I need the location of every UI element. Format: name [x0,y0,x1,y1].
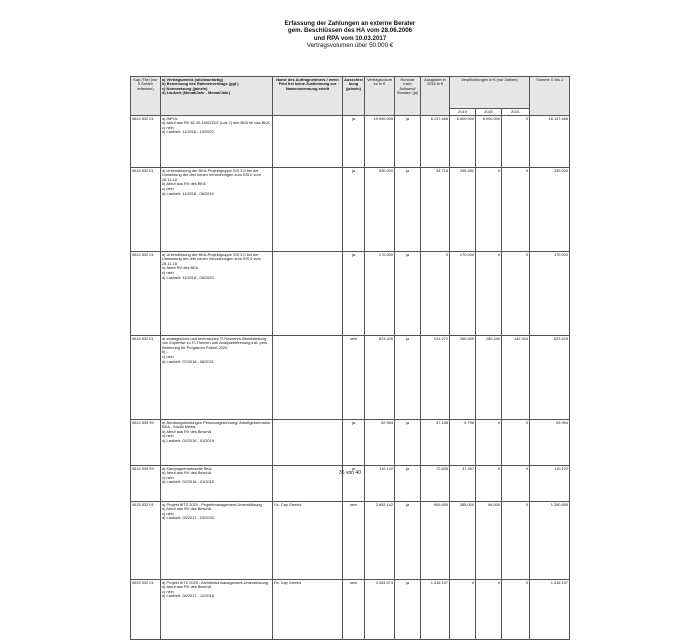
cell-2019: 385.000 [450,501,476,579]
cell-ausgaben: 131.272 [421,335,450,419]
cell-zweck [161,115,273,167]
cell-honorar: ja [395,335,421,419]
cell-zweck-line: a) strategisches und technisches IT-Research-Bereitstellung von Expertise zu IT-Themen und Analysebetreuung inkl. pers. Betreuung für Programm Polizei 2020; [162,335,269,350]
cell-zweck-line: a) Unterstützung der BKA-Projektgruppe SIS 3.0 bei der Umsetzung der drei neuen Verordnungen zum SIS II vom 28.11.18 [162,251,261,266]
cell-zweck-line: c) nein [162,474,174,480]
cell-honorar: ja [395,579,421,639]
cell-2021: 0 [502,501,530,579]
cell-ausschreibung: ja [343,465,365,501]
cell-ausgaben: 47.158 [421,419,450,465]
cell-2021: 142.304 [502,335,530,419]
cell-zweck-line: a) Kampagnenwebseite BKA [162,465,212,471]
col-ausschreibung: Ausschreibung (ja/nein) [343,77,365,116]
cell-2021: 0 [502,579,530,639]
cell-zweck-line: b) Abruf aus RV des BKA [162,181,206,187]
cell-zweck-line: b) Abruf aus RV des BeschA [162,584,212,590]
cell-ausschreibung: nein [343,579,365,639]
cell-honorar: ja [395,251,421,335]
header-subtitle-3: Vertragsvolumen über 50.000 € [306,42,394,50]
cell-zweck [161,501,273,579]
col-year-2020: 2020 [476,109,502,116]
cell-zweck-line: d) Laufzeit: 07/2018 - 06/2021 [162,358,214,364]
cell-volumen: 110.122 [365,465,395,501]
cell-volumen: 3.354.574 [365,579,395,639]
table-header-row [131,77,570,109]
cell-zweck-line: c) nein [162,269,174,275]
cell-zweck [161,251,273,335]
col-year-2019: 2019 [450,109,476,116]
cell-summe: 823.425 [530,335,570,419]
cell-ausgaben: 34.718 [421,167,450,251]
cell-zweck-line: a) INPOL [162,115,179,121]
cell-2020: 0 [476,167,502,251]
cell-kap: 0625 532 01 [131,579,161,639]
cell-kap: 0625 532 01 [131,501,161,579]
cell-zweck-line: d) Laufzeit: 11/2018 - 06/2019 [162,190,214,196]
cell-name: Fa. Cap Gemini [273,579,343,639]
payments-table [130,76,570,640]
cell-ausgaben: 1.416.197 [421,579,450,639]
cell-name: Fa. Cap Gemini [273,501,343,579]
cell-ausgaben: 0 [421,251,450,335]
col-summe: Summe G bis J [530,77,570,116]
col-volumen: Vertragsvolumen in € [365,77,395,116]
cell-zweck-line: a) Beratungsleistungen Personalgewinnung/ Arbeitgebermarke BKA - Social Media [162,419,271,430]
cell-ausschreibung: nein [343,501,365,579]
cell-zweck-line: b) Abruf aus RV 82.20-1902/15/2 (Los 2) des BVA für das BKA [162,120,270,126]
cell-zweck-line: a) Projekt IKTZ 2020 - Projektmanagement-Unterstützung [162,501,262,507]
cell-ausgaben: 72.835 [421,465,450,501]
cell-zweck-line: c) nein [162,353,174,359]
cell-ausschreibung: ja [343,167,365,251]
cell-kap: 0624 532 01 [131,115,161,167]
cell-2021: 0 [502,419,530,465]
cell-2019: 0 [450,579,476,639]
cell-summe: 1.416.197 [530,579,570,639]
cell-volumen: 330.000 [365,167,395,251]
cell-volumen: 823.425 [365,335,395,419]
cell-honorar: ja [395,115,421,167]
cell-zweck-line: b) Abruf aus RV des BeschA [162,428,212,434]
cell-honorar: ja [395,501,421,579]
cell-2019: 269.409 [450,335,476,419]
cell-zweck-line: b) Abruf RV des BKA [162,265,199,271]
cell-2020: 6.000.000 [476,115,502,167]
cell-2020: 0 [476,465,502,501]
table-row [131,501,570,579]
cell-zweck-line: c) nein [162,588,174,594]
cell-2021: 0 [502,167,530,251]
cell-2019: 5.796 [450,419,476,465]
cell-name [273,251,343,335]
cell-zweck-line: c) nein [162,510,174,516]
cell-zweck-line: d) Laufzeit: 11/2018 - 06/2020 [162,274,214,280]
cell-zweck-line: c) nein [162,124,174,130]
cell-zweck-line: a) Unterstützung der BKA-Projektgruppe SIS 3.0 bei der Umsetzung der drei neuen Verordnungen zum SIS II vom 28.11.18 [162,167,261,182]
cell-name [273,167,343,251]
cell-zweck-line: d) Laufzeit: 04/2017 - 12/2018 [162,593,214,599]
cell-ausgaben: 909.695 [421,501,450,579]
col-kap: Kap./Titel (nur 9 Zahlen erfassen) [131,77,161,116]
cell-2020: 280.440 [476,335,502,419]
col-zweck: a) Vertragszweck (stichwortartig) b) Benennung des Rahmenvertrags (ggf.) c) Normsetzung (ja/nein) d) Laufzeit (Monat/Jahr - Monat/Jahr) [161,77,273,116]
page-number: 36 von 40 [339,470,361,476]
table-row [131,335,570,419]
col-verpflichtungen: Verpflichtungen in € (nur Zahlen) [450,77,530,109]
cell-2020: 0 [476,579,502,639]
cell-ausschreibung: nein [343,335,365,419]
cell-kap: 0624 532 01 [131,251,161,335]
cell-honorar: ja [395,167,421,251]
cell-2021: 0 [502,115,530,167]
col-ausgaben: Ausgaben in 2018 in € [421,77,450,116]
cell-ausschreibung: ja [343,115,365,167]
table-row [131,251,570,335]
cell-2021: 0 [502,465,530,501]
cell-volumen: 19.000.000 [365,115,395,167]
col-name: Name des Auftragnehmers / wenn Feld frei keine Zustimmung zur Namensnennung erteilt [273,77,343,116]
cell-zweck-line: d) Laufzeit: 11/2016 - 10/2020 [162,129,214,135]
cell-zweck-line: b) - [162,349,168,355]
cell-ausgaben: 6.137.486 [421,115,450,167]
cell-2019: 295.282 [450,167,476,251]
table-row [131,115,570,167]
cell-zweck-line: c) nein [162,185,174,191]
cell-summe: 110.122 [530,465,570,501]
cell-zweck [161,419,273,465]
table-row [131,167,570,251]
col-year-2021: 2021 [502,109,530,116]
cell-name [273,335,343,419]
cell-summe: 170.000 [530,251,570,335]
cell-zweck [161,579,273,639]
cell-zweck-line: c) nein [162,433,174,439]
cell-zweck-line: d) Laufzeit: 03/2017 - 03/2020 [162,515,214,521]
cell-volumen: 2.692.142 [365,501,395,579]
cell-zweck-line: b) Abruf aus RV des BeschA [162,506,212,512]
cell-kap: 0624 539 99 [131,465,161,501]
cell-ausschreibung: ja [343,251,365,335]
header-subtitle-1: gem. Beschlüssen des HA vom 28.06.2006 [287,27,413,35]
cell-volumen: 170.000 [365,251,395,335]
cell-ausschreibung: ja [343,419,365,465]
cell-name [273,419,343,465]
cell-zweck [161,335,273,419]
table-row [131,419,570,465]
cell-volumen: 52.954 [365,419,395,465]
cell-kap: 0624 539 99 [131,419,161,465]
cell-zweck-line: b) Abruf aus RV des BeschA [162,470,212,476]
cell-name [273,115,343,167]
cell-summe: 330.000 [530,167,570,251]
cell-kap: 0624 532 01 [131,167,161,251]
cell-summe: 18.137.486 [530,115,570,167]
cell-summe: 1.390.695 [530,501,570,579]
document-header [0,20,700,50]
cell-2021: 0 [502,251,530,335]
cell-2020: 0 [476,251,502,335]
cell-zweck-line: d) Laufzeit: 02/2016 - 01/2019 [162,437,214,443]
cell-summe: 52.954 [530,419,570,465]
cell-2019: 6.000.000 [450,115,476,167]
cell-honorar: ja [395,419,421,465]
cell-zweck-line: d) Laufzeit: 02/2016 - 01/2019 [162,479,214,485]
cell-2020: 96.000 [476,501,502,579]
cell-2019: 37.287 [450,465,476,501]
cell-zweck-line: a) Projekt IKTZ 2020 - Architekturmanagement-Unterstützung [162,579,268,585]
cell-zweck [161,167,273,251]
header-title: Erfassung der Zahlungen an externe Berater [284,20,416,27]
cell-kap: 0624 532 01 [131,335,161,419]
cell-2020: 0 [476,419,502,465]
cell-2019: 170.000 [450,251,476,335]
col-honorar: Honorar nach Aufwand/ Stunden (ja) [395,77,421,116]
cell-honorar: ja [395,465,421,501]
table-row [131,579,570,639]
header-subtitle-2: und RPA vom 10.03.2017 [313,34,387,42]
